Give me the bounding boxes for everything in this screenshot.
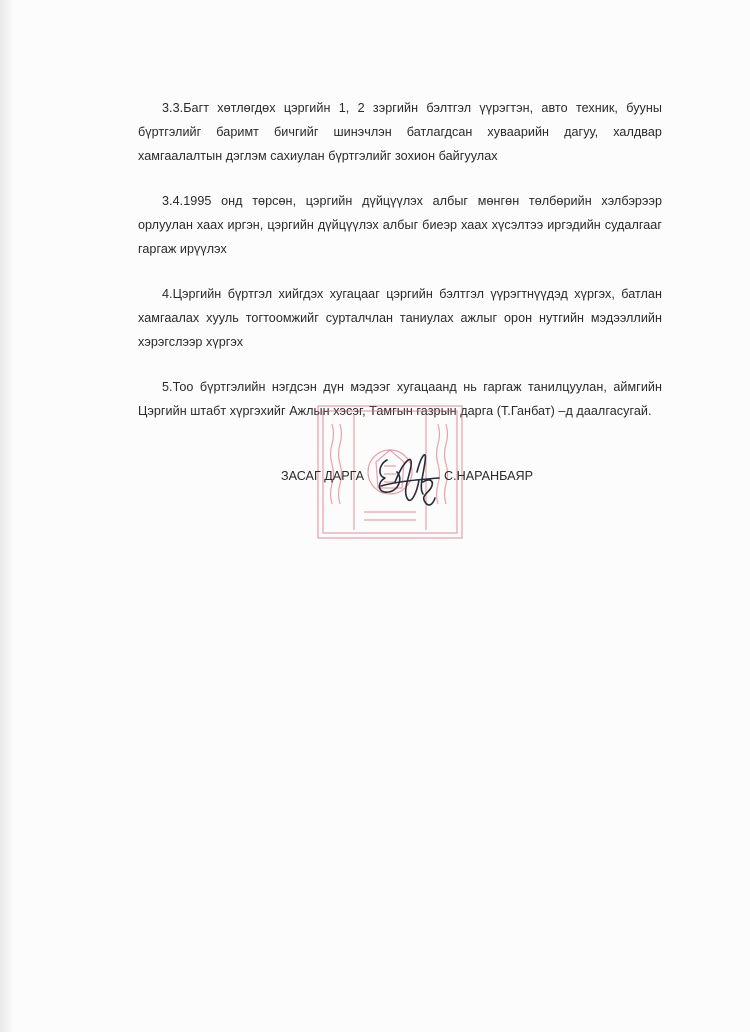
- handwritten-signature-icon: [373, 442, 443, 514]
- paragraph-3-3: 3.3.Багт хөтлөгдөх цэргийн 1, 2 зэргийн бэлтгэл үүрэгтэн, авто техник, бууны бүртгэлийг баримт бичгийг шинэчлэн батлагдсан хуваарийн дагуу, халдвар хамгаалалтын дэглэм сахиулан бүртгэлийг зохион байгуулах: [138, 101, 662, 163]
- scan-edge-shading: [0, 0, 14, 1032]
- paragraph-5: 5.Тоо бүртгэлийн нэгдсэн дүн мэдээг хугацаанд нь гаргаж танилцуулан, аймгийн Цэргийн штабт хүргэхийг Ажлын хэсэг, Тамгын газрын дарга (Т.Ганбат) –д даалгасугай.: [138, 380, 662, 418]
- paragraph-3-4: 3.4.1995 онд төрсөн, цэргийн дүйцүүлэх албыг мөнгөн төлбөрийн хэлбэрээр орлуулан хаах иргэн, цэргийн дүйцүүлэх албыг биеэр хаах хүсэлтээ иргэдийн судалгааг гаргаж ирүүлэх: [138, 194, 662, 256]
- document-body: [138, 96, 662, 444]
- paragraph-4: 4.Цэргийн бүртгэл хийгдэх хугацааг цэргийн бэлтгэл үүрэгтнүүдэд хүргэх, батлан хамгаалах хууль тогтоомжийг сурталчлан таниулах ажлыг орон нутгийн мэдээллийн хэрэгслээр хүргэх: [138, 287, 662, 349]
- signatory-title: ЗАСАГ ДАРГА: [281, 469, 364, 483]
- signatory-name: С.НАРАНБАЯР: [444, 469, 534, 483]
